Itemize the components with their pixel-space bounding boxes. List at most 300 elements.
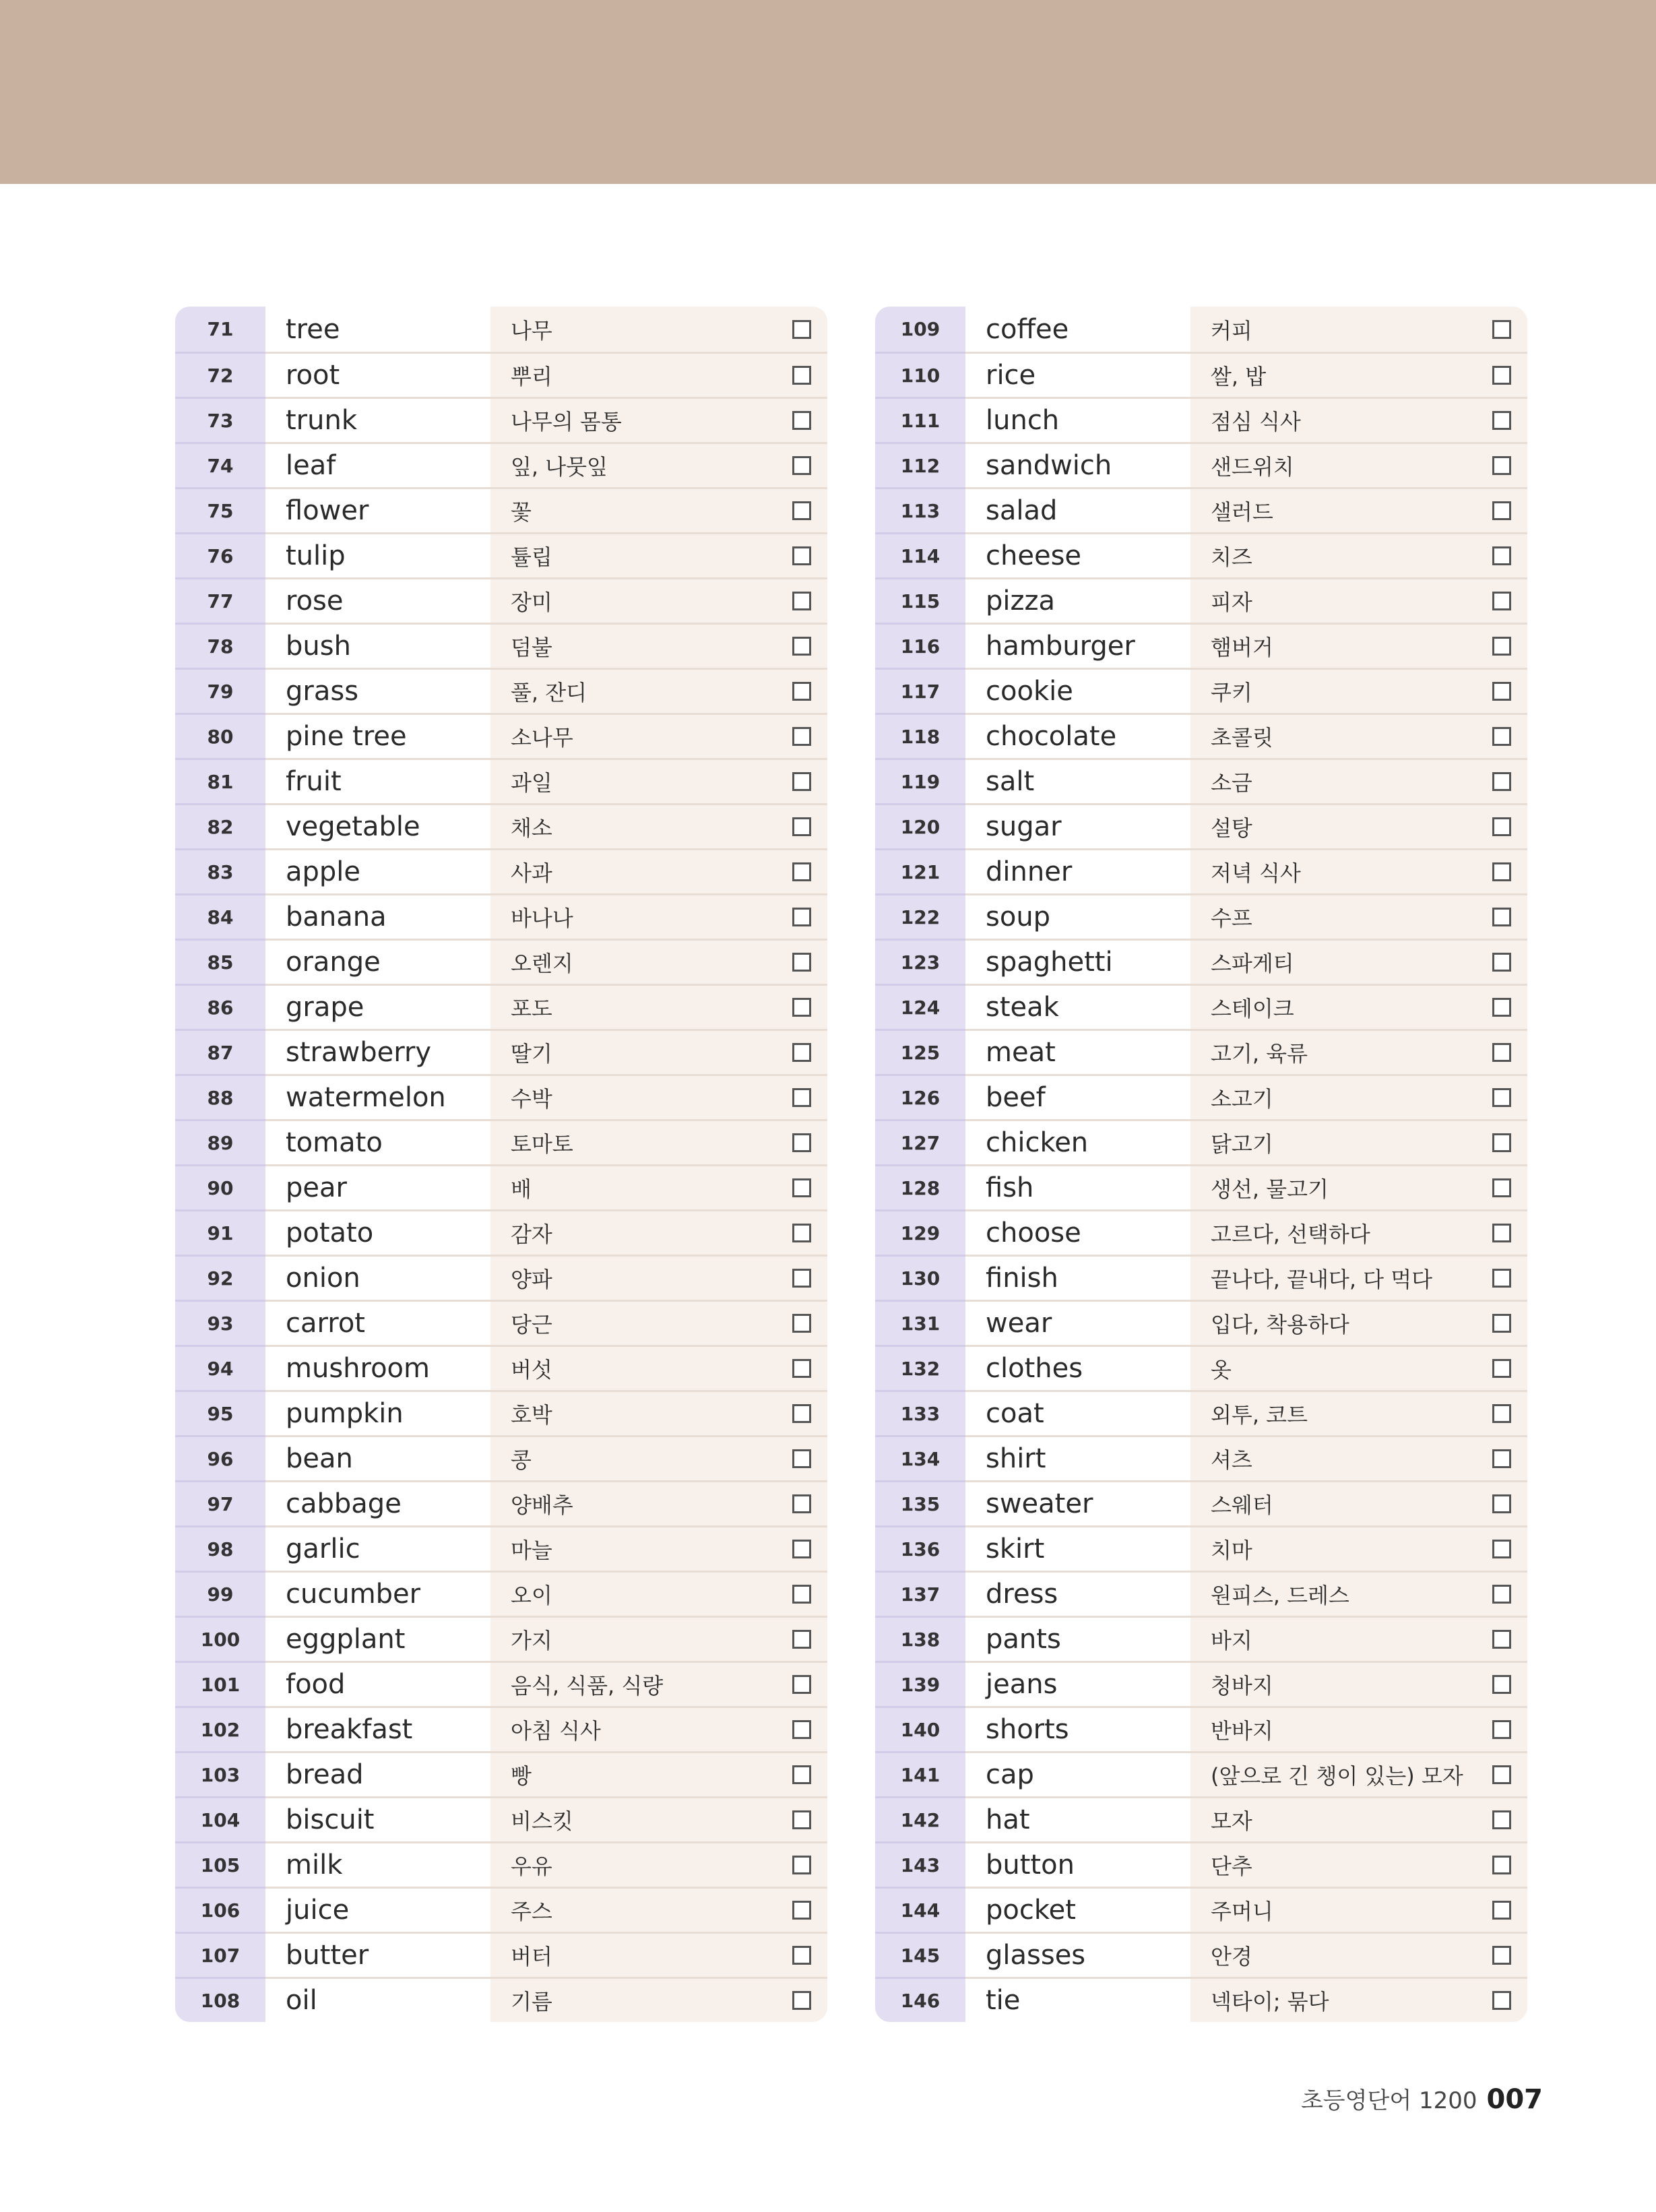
korean-meaning-cell bbox=[490, 1119, 827, 1164]
english-word: pants bbox=[965, 1616, 1190, 1661]
memorized-checkbox[interactable] bbox=[792, 1720, 811, 1739]
memorized-checkbox[interactable] bbox=[792, 1856, 811, 1874]
word-number: 124 bbox=[875, 984, 965, 1029]
page-footer bbox=[1301, 2082, 1543, 2115]
english-word: food bbox=[265, 1661, 490, 1706]
word-number: 130 bbox=[875, 1255, 965, 1300]
vocab-row bbox=[175, 577, 827, 623]
memorized-checkbox[interactable] bbox=[792, 1449, 811, 1468]
korean-meaning-cell bbox=[490, 1345, 827, 1390]
memorized-checkbox[interactable] bbox=[792, 637, 811, 656]
english-word: pumpkin bbox=[265, 1390, 490, 1435]
english-word: lunch bbox=[965, 397, 1190, 442]
memorized-checkbox[interactable] bbox=[1492, 1856, 1511, 1874]
korean-meaning-cell bbox=[1190, 1616, 1527, 1661]
memorized-checkbox[interactable] bbox=[792, 1359, 811, 1378]
word-number: 104 bbox=[175, 1796, 265, 1841]
english-word: rice bbox=[965, 352, 1190, 397]
memorized-checkbox[interactable] bbox=[792, 772, 811, 791]
korean-meaning: 소나무 bbox=[511, 725, 573, 751]
korean-meaning: 장미 bbox=[511, 590, 552, 615]
korean-meaning-cell bbox=[1190, 577, 1527, 623]
english-word: beef bbox=[965, 1074, 1190, 1119]
korean-meaning: 나무 bbox=[511, 317, 552, 344]
korean-meaning-cell bbox=[1190, 1435, 1527, 1480]
korean-meaning-cell bbox=[1190, 939, 1527, 984]
english-word: dinner bbox=[965, 848, 1190, 893]
korean-meaning: 오렌지 bbox=[511, 951, 573, 976]
memorized-checkbox[interactable] bbox=[792, 456, 811, 475]
english-word: oil bbox=[265, 1977, 490, 2022]
english-word: jeans bbox=[965, 1661, 1190, 1706]
memorized-checkbox[interactable] bbox=[1492, 1810, 1511, 1829]
korean-meaning-cell bbox=[1190, 1932, 1527, 1977]
english-word: juice bbox=[265, 1887, 490, 1932]
korean-meaning-cell bbox=[1190, 803, 1527, 848]
korean-meaning: 과일 bbox=[511, 770, 552, 796]
memorized-checkbox[interactable] bbox=[792, 817, 811, 836]
word-number: 120 bbox=[875, 803, 965, 848]
korean-meaning: 샌드위치 bbox=[1211, 454, 1294, 480]
korean-meaning-cell bbox=[490, 758, 827, 803]
memorized-checkbox[interactable] bbox=[792, 1224, 811, 1242]
vocab-row bbox=[875, 758, 1527, 803]
korean-meaning-cell bbox=[1190, 623, 1527, 668]
korean-meaning-cell bbox=[1190, 352, 1527, 397]
memorized-checkbox[interactable] bbox=[792, 682, 811, 701]
word-number: 115 bbox=[875, 577, 965, 623]
memorized-checkbox[interactable] bbox=[1492, 1765, 1511, 1784]
korean-meaning: 아침 식사 bbox=[511, 1718, 601, 1744]
vocab-row bbox=[175, 1706, 827, 1751]
english-word: cheese bbox=[965, 532, 1190, 577]
vocab-row bbox=[875, 1751, 1527, 1796]
vocab-row bbox=[175, 532, 827, 577]
word-number: 71 bbox=[175, 307, 265, 352]
word-number: 125 bbox=[875, 1029, 965, 1074]
english-word: mushroom bbox=[265, 1345, 490, 1390]
english-word: coat bbox=[965, 1390, 1190, 1435]
memorized-checkbox[interactable] bbox=[792, 953, 811, 972]
korean-meaning: 치즈 bbox=[1211, 544, 1252, 570]
english-word: flower bbox=[265, 487, 490, 532]
korean-meaning-cell bbox=[490, 1571, 827, 1616]
english-word: vegetable bbox=[265, 803, 490, 848]
vocab-row bbox=[175, 803, 827, 848]
word-number: 135 bbox=[875, 1480, 965, 1525]
korean-meaning-cell bbox=[490, 668, 827, 713]
memorized-checkbox[interactable] bbox=[1492, 1404, 1511, 1423]
vocab-row bbox=[875, 1300, 1527, 1345]
korean-meaning-cell bbox=[490, 1300, 827, 1345]
word-number: 90 bbox=[175, 1164, 265, 1209]
korean-meaning: 소금 bbox=[1211, 770, 1252, 796]
korean-meaning: 나무의 몸통 bbox=[511, 409, 622, 435]
memorized-checkbox[interactable] bbox=[792, 1088, 811, 1107]
english-word: cucumber bbox=[265, 1571, 490, 1616]
korean-meaning-cell bbox=[490, 1074, 827, 1119]
memorized-checkbox[interactable] bbox=[1492, 862, 1511, 881]
vocab-row bbox=[175, 307, 827, 352]
memorized-checkbox[interactable] bbox=[1492, 1314, 1511, 1333]
word-number: 94 bbox=[175, 1345, 265, 1390]
korean-meaning: 끝나다, 끝내다, 다 먹다 bbox=[1211, 1267, 1433, 1292]
english-word: watermelon bbox=[265, 1074, 490, 1119]
korean-meaning-cell bbox=[1190, 1525, 1527, 1571]
korean-meaning: 스테이크 bbox=[1211, 996, 1294, 1021]
vocab-row bbox=[875, 939, 1527, 984]
korean-meaning-cell bbox=[490, 1751, 827, 1796]
memorized-checkbox[interactable] bbox=[1492, 772, 1511, 791]
memorized-checkbox[interactable] bbox=[792, 411, 811, 430]
word-number: 102 bbox=[175, 1706, 265, 1751]
vocab-row bbox=[175, 984, 827, 1029]
english-word: breakfast bbox=[265, 1706, 490, 1751]
word-number: 91 bbox=[175, 1209, 265, 1255]
korean-meaning: 딸기 bbox=[511, 1041, 552, 1067]
word-number: 81 bbox=[175, 758, 265, 803]
word-number: 83 bbox=[175, 848, 265, 893]
english-word: bean bbox=[265, 1435, 490, 1480]
word-number: 146 bbox=[875, 1977, 965, 2022]
memorized-checkbox[interactable] bbox=[792, 1810, 811, 1829]
memorized-checkbox[interactable] bbox=[1492, 1630, 1511, 1649]
korean-meaning-cell bbox=[490, 1435, 827, 1480]
vocab-row bbox=[175, 1571, 827, 1616]
korean-meaning-cell bbox=[1190, 1571, 1527, 1616]
word-number: 101 bbox=[175, 1661, 265, 1706]
memorized-checkbox[interactable] bbox=[792, 862, 811, 881]
word-number: 143 bbox=[875, 1841, 965, 1887]
korean-meaning: 모자 bbox=[1211, 1808, 1252, 1834]
word-number: 85 bbox=[175, 939, 265, 984]
korean-meaning-cell bbox=[1190, 1977, 1527, 2022]
vocab-row bbox=[175, 1209, 827, 1255]
vocab-row bbox=[875, 1074, 1527, 1119]
korean-meaning-cell bbox=[490, 1480, 827, 1525]
memorized-checkbox[interactable] bbox=[1492, 320, 1511, 339]
word-number: 78 bbox=[175, 623, 265, 668]
english-word: glasses bbox=[965, 1932, 1190, 1977]
word-number: 138 bbox=[875, 1616, 965, 1661]
korean-meaning-cell bbox=[490, 1841, 827, 1887]
korean-meaning: 빵 bbox=[511, 1763, 532, 1789]
header-band bbox=[0, 0, 1656, 184]
korean-meaning: 튤립 bbox=[511, 544, 552, 570]
word-number: 73 bbox=[175, 397, 265, 442]
memorized-checkbox[interactable] bbox=[792, 501, 811, 520]
memorized-checkbox[interactable] bbox=[1492, 592, 1511, 610]
korean-meaning: 바나나 bbox=[511, 906, 573, 931]
korean-meaning: 양배추 bbox=[511, 1492, 573, 1518]
memorized-checkbox[interactable] bbox=[1492, 1720, 1511, 1739]
korean-meaning-cell bbox=[1190, 1751, 1527, 1796]
korean-meaning-cell bbox=[490, 1616, 827, 1661]
korean-meaning-cell bbox=[490, 352, 827, 397]
word-number: 79 bbox=[175, 668, 265, 713]
korean-meaning-cell bbox=[490, 307, 827, 352]
memorized-checkbox[interactable] bbox=[1492, 1133, 1511, 1152]
vocab-row bbox=[875, 1164, 1527, 1209]
memorized-checkbox[interactable] bbox=[1492, 682, 1511, 701]
vocab-row bbox=[175, 758, 827, 803]
english-word: onion bbox=[265, 1255, 490, 1300]
vocab-row bbox=[875, 1796, 1527, 1841]
english-word: coffee bbox=[965, 307, 1190, 352]
korean-meaning-cell bbox=[1190, 1074, 1527, 1119]
korean-meaning-cell bbox=[490, 1932, 827, 1977]
memorized-checkbox[interactable] bbox=[792, 1043, 811, 1062]
memorized-checkbox[interactable] bbox=[1492, 1494, 1511, 1513]
korean-meaning-cell bbox=[1190, 1480, 1527, 1525]
word-number: 82 bbox=[175, 803, 265, 848]
korean-meaning: 주머니 bbox=[1211, 1899, 1273, 1924]
korean-meaning-cell bbox=[1190, 668, 1527, 713]
korean-meaning-cell bbox=[490, 1255, 827, 1300]
korean-meaning: 버섯 bbox=[511, 1357, 552, 1383]
memorized-checkbox[interactable] bbox=[1492, 1901, 1511, 1920]
memorized-checkbox[interactable] bbox=[1492, 817, 1511, 836]
word-number: 111 bbox=[875, 397, 965, 442]
memorized-checkbox[interactable] bbox=[792, 546, 811, 565]
korean-meaning: 원피스, 드레스 bbox=[1211, 1583, 1349, 1608]
memorized-checkbox[interactable] bbox=[1492, 546, 1511, 565]
memorized-checkbox[interactable] bbox=[1492, 1178, 1511, 1197]
korean-meaning-cell bbox=[490, 893, 827, 939]
memorized-checkbox[interactable] bbox=[1492, 727, 1511, 746]
word-number: 128 bbox=[875, 1164, 965, 1209]
english-word: garlic bbox=[265, 1525, 490, 1571]
word-number: 98 bbox=[175, 1525, 265, 1571]
word-number: 92 bbox=[175, 1255, 265, 1300]
korean-meaning-cell bbox=[1190, 1887, 1527, 1932]
english-word: fish bbox=[965, 1164, 1190, 1209]
word-number: 137 bbox=[875, 1571, 965, 1616]
word-number: 136 bbox=[875, 1525, 965, 1571]
book-title: 초등영단어 1200 bbox=[1300, 2087, 1477, 2114]
word-number: 99 bbox=[175, 1571, 265, 1616]
english-word: milk bbox=[265, 1841, 490, 1887]
korean-meaning-cell bbox=[490, 1796, 827, 1841]
english-word: steak bbox=[965, 984, 1190, 1029]
memorized-checkbox[interactable] bbox=[1492, 1224, 1511, 1242]
word-number: 96 bbox=[175, 1435, 265, 1480]
english-word: pizza bbox=[965, 577, 1190, 623]
memorized-checkbox[interactable] bbox=[1492, 1946, 1511, 1965]
english-word: strawberry bbox=[265, 1029, 490, 1074]
word-number: 77 bbox=[175, 577, 265, 623]
memorized-checkbox[interactable] bbox=[1492, 1043, 1511, 1062]
word-number: 105 bbox=[175, 1841, 265, 1887]
korean-meaning: 콩 bbox=[511, 1447, 532, 1473]
korean-meaning-cell bbox=[1190, 713, 1527, 758]
korean-meaning-cell bbox=[490, 577, 827, 623]
vocab-row bbox=[875, 848, 1527, 893]
korean-meaning: 바지 bbox=[1211, 1628, 1252, 1653]
memorized-checkbox[interactable] bbox=[1492, 501, 1511, 520]
english-word: tulip bbox=[265, 532, 490, 577]
memorized-checkbox[interactable] bbox=[792, 320, 811, 339]
korean-meaning: 쌀, 밥 bbox=[1211, 364, 1267, 389]
vocab-row bbox=[175, 1255, 827, 1300]
korean-meaning: 스웨터 bbox=[1211, 1492, 1273, 1518]
memorized-checkbox[interactable] bbox=[1492, 637, 1511, 656]
vocab-row bbox=[875, 668, 1527, 713]
vocab-row bbox=[175, 1977, 827, 2022]
memorized-checkbox[interactable] bbox=[792, 1901, 811, 1920]
korean-meaning: 배 bbox=[511, 1176, 532, 1202]
memorized-checkbox[interactable] bbox=[1492, 908, 1511, 926]
word-number: 87 bbox=[175, 1029, 265, 1074]
memorized-checkbox[interactable] bbox=[1492, 456, 1511, 475]
english-word: butter bbox=[265, 1932, 490, 1977]
word-number: 72 bbox=[175, 352, 265, 397]
korean-meaning-cell bbox=[490, 1977, 827, 2022]
memorized-checkbox[interactable] bbox=[1492, 366, 1511, 385]
vocab-row bbox=[175, 1616, 827, 1661]
korean-meaning: 단추 bbox=[1211, 1854, 1252, 1879]
memorized-checkbox[interactable] bbox=[1492, 1269, 1511, 1288]
memorized-checkbox[interactable] bbox=[792, 1269, 811, 1288]
korean-meaning: 주스 bbox=[511, 1899, 552, 1924]
memorized-checkbox[interactable] bbox=[792, 1675, 811, 1694]
english-word: sweater bbox=[965, 1480, 1190, 1525]
memorized-checkbox[interactable] bbox=[792, 908, 811, 926]
vocab-row bbox=[875, 1932, 1527, 1977]
korean-meaning: 기름 bbox=[511, 1989, 552, 2015]
korean-meaning: 외투, 코트 bbox=[1211, 1402, 1308, 1428]
vocab-row bbox=[175, 1661, 827, 1706]
korean-meaning-cell bbox=[490, 1390, 827, 1435]
vocab-table-left bbox=[175, 307, 827, 2022]
vocab-row bbox=[875, 487, 1527, 532]
memorized-checkbox[interactable] bbox=[1492, 1088, 1511, 1107]
korean-meaning-cell bbox=[490, 713, 827, 758]
vocab-row bbox=[175, 397, 827, 442]
english-word: sugar bbox=[965, 803, 1190, 848]
memorized-checkbox[interactable] bbox=[1492, 998, 1511, 1017]
korean-meaning: 잎, 나뭇잎 bbox=[511, 454, 608, 480]
word-number: 144 bbox=[875, 1887, 965, 1932]
word-number: 127 bbox=[875, 1119, 965, 1164]
word-number: 108 bbox=[175, 1977, 265, 2022]
vocab-row bbox=[175, 1435, 827, 1480]
memorized-checkbox[interactable] bbox=[1492, 1359, 1511, 1378]
korean-meaning-cell bbox=[1190, 1255, 1527, 1300]
memorized-checkbox[interactable] bbox=[792, 1540, 811, 1558]
korean-meaning-cell bbox=[1190, 893, 1527, 939]
memorized-checkbox[interactable] bbox=[792, 366, 811, 385]
vocab-row bbox=[175, 1074, 827, 1119]
word-number: 89 bbox=[175, 1119, 265, 1164]
english-word: button bbox=[965, 1841, 1190, 1887]
memorized-checkbox[interactable] bbox=[1492, 953, 1511, 972]
english-word: fruit bbox=[265, 758, 490, 803]
vocab-row bbox=[875, 1119, 1527, 1164]
vocab-row bbox=[875, 1661, 1527, 1706]
word-number: 121 bbox=[875, 848, 965, 893]
vocab-row bbox=[175, 1390, 827, 1435]
memorized-checkbox[interactable] bbox=[792, 1494, 811, 1513]
memorized-checkbox[interactable] bbox=[792, 1946, 811, 1965]
korean-meaning: 꽃 bbox=[511, 499, 532, 525]
word-number: 118 bbox=[875, 713, 965, 758]
korean-meaning: 고기, 육류 bbox=[1211, 1041, 1308, 1067]
memorized-checkbox[interactable] bbox=[792, 592, 811, 610]
word-number: 109 bbox=[875, 307, 965, 352]
english-word: grape bbox=[265, 984, 490, 1029]
memorized-checkbox[interactable] bbox=[792, 1404, 811, 1423]
word-number: 134 bbox=[875, 1435, 965, 1480]
korean-meaning-cell bbox=[1190, 1706, 1527, 1751]
korean-meaning: 감자 bbox=[511, 1222, 552, 1247]
memorized-checkbox[interactable] bbox=[1492, 1585, 1511, 1604]
korean-meaning: 버터 bbox=[511, 1944, 552, 1969]
word-number: 141 bbox=[875, 1751, 965, 1796]
word-number: 145 bbox=[875, 1932, 965, 1977]
memorized-checkbox[interactable] bbox=[1492, 411, 1511, 430]
vocab-row bbox=[875, 713, 1527, 758]
memorized-checkbox[interactable] bbox=[792, 1765, 811, 1784]
memorized-checkbox[interactable] bbox=[792, 998, 811, 1017]
vocab-row bbox=[875, 1841, 1527, 1887]
korean-meaning-cell bbox=[490, 1887, 827, 1932]
korean-meaning-cell bbox=[490, 442, 827, 487]
memorized-checkbox[interactable] bbox=[792, 1991, 811, 2010]
vocab-row bbox=[875, 577, 1527, 623]
vocab-row bbox=[175, 668, 827, 713]
korean-meaning-cell bbox=[1190, 1300, 1527, 1345]
korean-meaning: 우유 bbox=[511, 1854, 552, 1879]
vocab-row bbox=[875, 1616, 1527, 1661]
memorized-checkbox[interactable] bbox=[792, 1314, 811, 1333]
korean-meaning: 커피 bbox=[1211, 317, 1252, 344]
korean-meaning-cell bbox=[1190, 442, 1527, 487]
memorized-checkbox[interactable] bbox=[792, 1630, 811, 1649]
vocab-row bbox=[175, 1887, 827, 1932]
english-word: dress bbox=[965, 1571, 1190, 1616]
vocab-row bbox=[175, 487, 827, 532]
korean-meaning-cell bbox=[1190, 848, 1527, 893]
word-number: 126 bbox=[875, 1074, 965, 1119]
memorized-checkbox[interactable] bbox=[1492, 1675, 1511, 1694]
english-word: cookie bbox=[965, 668, 1190, 713]
word-number: 88 bbox=[175, 1074, 265, 1119]
memorized-checkbox[interactable] bbox=[1492, 1540, 1511, 1558]
memorized-checkbox[interactable] bbox=[1492, 1991, 1511, 2010]
vocab-row bbox=[175, 939, 827, 984]
english-word: pear bbox=[265, 1164, 490, 1209]
korean-meaning-cell bbox=[490, 1661, 827, 1706]
word-number: 84 bbox=[175, 893, 265, 939]
memorized-checkbox[interactable] bbox=[1492, 1449, 1511, 1468]
memorized-checkbox[interactable] bbox=[792, 1585, 811, 1604]
english-word: pine tree bbox=[265, 713, 490, 758]
korean-meaning-cell bbox=[1190, 487, 1527, 532]
memorized-checkbox[interactable] bbox=[792, 1178, 811, 1197]
korean-meaning: 가지 bbox=[511, 1628, 552, 1653]
korean-meaning-cell bbox=[1190, 1841, 1527, 1887]
word-number: 100 bbox=[175, 1616, 265, 1661]
word-number: 139 bbox=[875, 1661, 965, 1706]
page-number: 007 bbox=[1486, 2084, 1543, 2115]
english-word: shirt bbox=[965, 1435, 1190, 1480]
memorized-checkbox[interactable] bbox=[792, 1133, 811, 1152]
korean-meaning: 토마토 bbox=[511, 1131, 573, 1157]
english-word: biscuit bbox=[265, 1796, 490, 1841]
memorized-checkbox[interactable] bbox=[792, 727, 811, 746]
korean-meaning: 뿌리 bbox=[511, 364, 552, 389]
